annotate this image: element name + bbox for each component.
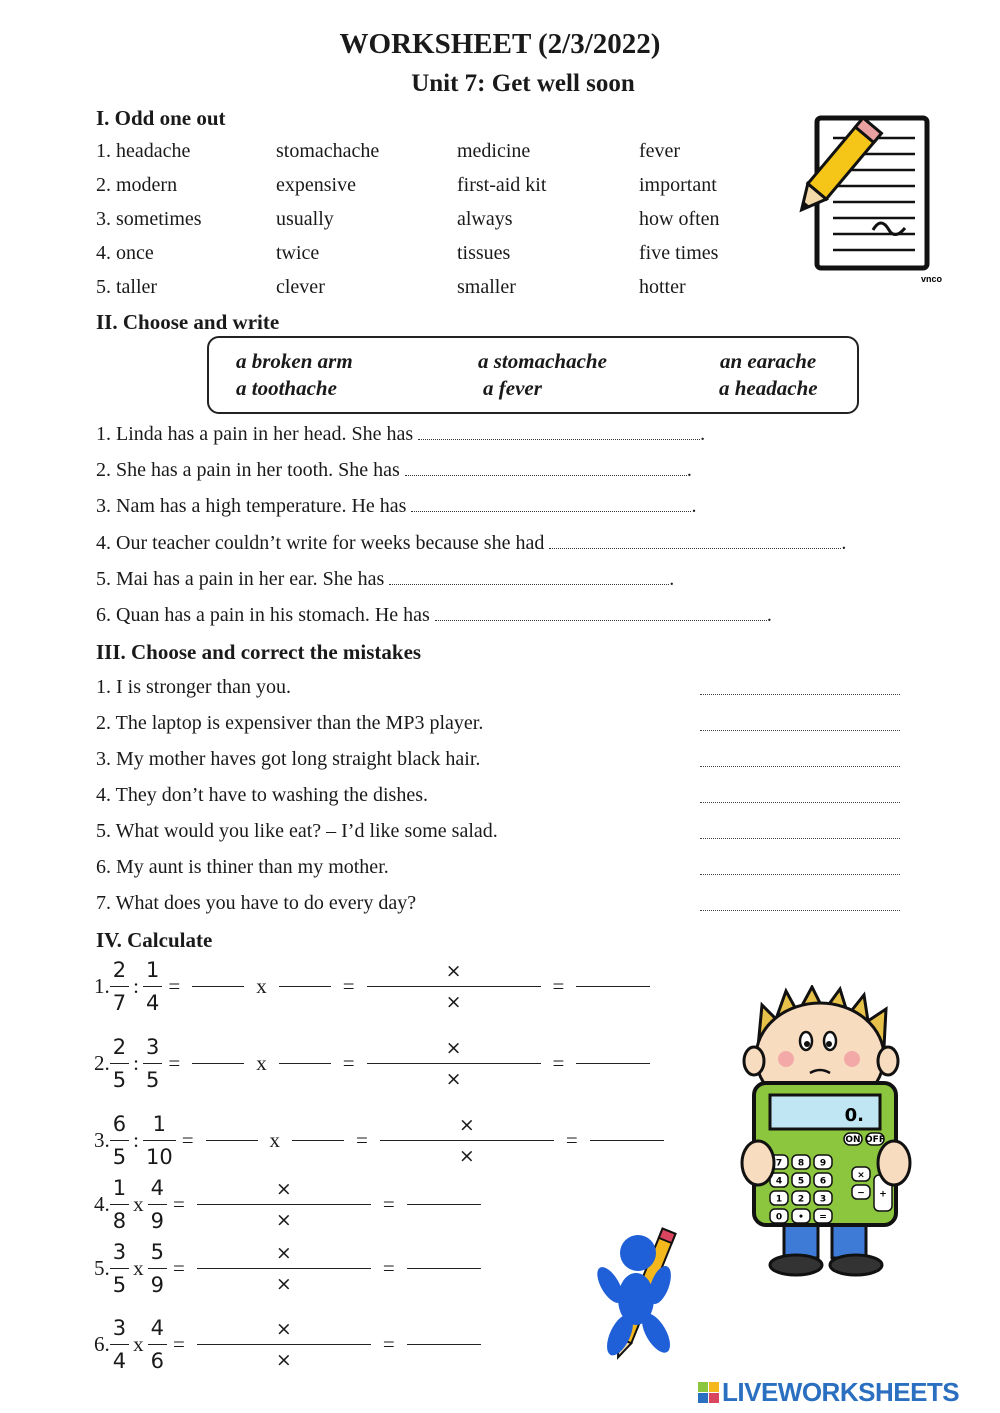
correction-blank[interactable] bbox=[700, 765, 900, 767]
denominator: 9 bbox=[150, 1209, 164, 1233]
answer-blank[interactable] bbox=[292, 1140, 344, 1141]
word-bank-item: an earache bbox=[720, 349, 817, 373]
calculator-key-label: 5 bbox=[797, 1176, 805, 1187]
operator: x bbox=[269, 1128, 281, 1152]
denominator: 4 bbox=[145, 991, 160, 1015]
answer-blank[interactable] bbox=[590, 1140, 664, 1141]
calculation-row bbox=[94, 1240, 487, 1297]
fraction-bar bbox=[143, 1063, 162, 1064]
correction-blank[interactable] bbox=[700, 693, 900, 695]
numerator: 6 bbox=[112, 1112, 127, 1136]
fraction bbox=[110, 958, 129, 1015]
fraction-bar bbox=[197, 1268, 371, 1269]
equals-sign: = bbox=[382, 1192, 395, 1216]
product-fraction[interactable] bbox=[197, 1241, 371, 1296]
answer-blank[interactable] bbox=[407, 1344, 481, 1345]
denominator: 5 bbox=[112, 1273, 127, 1297]
fraction-bar bbox=[110, 1204, 129, 1205]
odd-one-out-word[interactable]: smaller bbox=[457, 276, 516, 298]
odd-one-out-word[interactable]: how often bbox=[639, 208, 720, 230]
fill-sentence-5: 5. Mai has a pain in her ear. She has . bbox=[96, 568, 675, 590]
correction-blank[interactable] bbox=[700, 837, 900, 839]
odd-one-out-word[interactable]: 3. sometimes bbox=[96, 208, 202, 230]
denominator: 5 bbox=[112, 1068, 127, 1092]
problem-number: 4. bbox=[94, 1192, 110, 1216]
operator: x bbox=[256, 974, 267, 998]
mistake-sentence-2: 2. The laptop is expensiver than the MP3 player. bbox=[96, 712, 484, 734]
fraction bbox=[143, 958, 162, 1015]
word-bank-item: a broken arm bbox=[236, 349, 353, 373]
fill-sentence-2: 2. She has a pain in her tooth. She has . bbox=[96, 459, 692, 481]
correction-blank[interactable] bbox=[700, 801, 900, 803]
equals-sign: = bbox=[173, 1256, 185, 1280]
section-4-heading: IV. Calculate bbox=[96, 928, 213, 952]
numerator: 1 bbox=[152, 1112, 167, 1136]
problem-number: 5. bbox=[94, 1256, 110, 1280]
equals-sign: = bbox=[356, 1128, 368, 1152]
product-fraction[interactable] bbox=[380, 1113, 554, 1168]
denominator: 6 bbox=[150, 1349, 164, 1373]
numerator: 1 bbox=[112, 1176, 127, 1200]
times-symbol: × bbox=[275, 1209, 292, 1231]
fraction-bar bbox=[148, 1268, 167, 1269]
fill-sentence-3: 3. Nam has a high temperature. He has . bbox=[96, 495, 697, 517]
odd-one-out-word[interactable]: tissues bbox=[457, 242, 511, 264]
odd-one-out-word[interactable]: important bbox=[639, 174, 717, 196]
times-symbol: × bbox=[458, 1114, 475, 1136]
numerator: 1 bbox=[145, 958, 160, 982]
times-symbol: × bbox=[275, 1242, 292, 1264]
calculator-key-label: 6 bbox=[819, 1176, 827, 1187]
answer-blank[interactable] bbox=[279, 986, 331, 987]
calculation-row bbox=[94, 1176, 487, 1233]
operator: : bbox=[133, 1128, 139, 1152]
fraction-bar bbox=[143, 986, 162, 987]
calculator-key-label: • bbox=[798, 1212, 804, 1223]
calculation-row bbox=[94, 1112, 670, 1169]
equals-sign: = bbox=[181, 1128, 194, 1152]
mistake-sentence-3: 3. My mother haves got long straight black hair. bbox=[96, 748, 481, 770]
answer-blank[interactable] bbox=[192, 986, 244, 987]
section-3-heading: III. Choose and correct the mistakes bbox=[96, 640, 422, 664]
times-symbol: × bbox=[275, 1273, 292, 1295]
numerator: 4 bbox=[150, 1176, 164, 1200]
calculator-key-label: 4 bbox=[775, 1176, 783, 1187]
odd-one-out-word[interactable]: medicine bbox=[457, 140, 531, 162]
fraction-bar bbox=[148, 1344, 167, 1345]
calculator-key-label: + bbox=[879, 1189, 887, 1200]
numerator: 3 bbox=[112, 1316, 127, 1340]
calculator-key-label: 3 bbox=[819, 1194, 827, 1205]
numerator: 5 bbox=[150, 1240, 164, 1264]
svg-text:OFF: OFF bbox=[865, 1135, 885, 1145]
operator: : bbox=[133, 974, 139, 998]
answer-blank[interactable] bbox=[418, 425, 700, 440]
fraction bbox=[143, 1035, 162, 1092]
fraction-bar bbox=[380, 1140, 554, 1141]
odd-one-out-word[interactable]: twice bbox=[276, 242, 320, 264]
fill-sentence-6: 6. Quan has a pain in his stomach. He has . bbox=[96, 604, 772, 626]
odd-one-out-word[interactable]: expensive bbox=[276, 174, 356, 196]
odd-one-out-word[interactable]: five times bbox=[639, 242, 719, 264]
times-symbol: × bbox=[445, 960, 462, 982]
odd-one-out-word[interactable]: 4. once bbox=[96, 242, 154, 264]
calculator-key-label: − bbox=[857, 1188, 865, 1199]
logo-mark-icon bbox=[698, 1382, 719, 1403]
figure-pencil-clipart bbox=[580, 1225, 690, 1365]
numerator: 3 bbox=[145, 1035, 160, 1059]
odd-one-out-word[interactable]: 5. taller bbox=[96, 276, 158, 298]
fraction bbox=[110, 1240, 129, 1297]
operator: x bbox=[133, 1192, 144, 1216]
word-bank-item: a headache bbox=[719, 376, 818, 400]
equals-sign: = bbox=[173, 1332, 185, 1356]
calculation-row bbox=[94, 1316, 487, 1373]
equals-sign: = bbox=[552, 1051, 565, 1075]
product-fraction[interactable] bbox=[367, 959, 541, 1014]
fraction bbox=[110, 1035, 129, 1092]
denominator: 5 bbox=[112, 1145, 127, 1169]
svg-text:ON: ON bbox=[845, 1135, 861, 1145]
boy-calculator-clipart bbox=[740, 985, 915, 1280]
correction-blank[interactable] bbox=[700, 873, 900, 875]
correction-blank[interactable] bbox=[700, 729, 900, 731]
odd-one-out-word[interactable]: 1. headache bbox=[96, 140, 191, 162]
operator: x bbox=[256, 1051, 267, 1075]
calculator-key-label: 1 bbox=[775, 1194, 783, 1205]
denominator: 7 bbox=[112, 991, 127, 1015]
product-fraction[interactable] bbox=[367, 1036, 541, 1091]
odd-one-out-word[interactable]: stomachache bbox=[276, 140, 380, 162]
mistake-sentence-6: 6. My aunt is thiner than my mother. bbox=[96, 856, 389, 878]
fraction-bar bbox=[148, 1204, 167, 1205]
product-fraction[interactable] bbox=[197, 1317, 371, 1372]
denominator: 5 bbox=[145, 1068, 160, 1092]
times-symbol: × bbox=[445, 991, 462, 1013]
equals-sign: = bbox=[168, 1051, 181, 1075]
numerator: 2 bbox=[112, 958, 127, 982]
fill-sentence-1: 1. Linda has a pain in her head. She has . bbox=[96, 423, 706, 445]
fraction-bar bbox=[367, 1063, 541, 1064]
numerator: 3 bbox=[112, 1240, 127, 1264]
word-bank-box bbox=[207, 336, 859, 414]
answer-blank[interactable] bbox=[576, 986, 650, 987]
calculator-key-label: 9 bbox=[819, 1158, 827, 1169]
odd-one-out-word[interactable]: always bbox=[457, 208, 513, 230]
fraction-bar bbox=[110, 986, 129, 987]
odd-one-out-word[interactable]: clever bbox=[276, 276, 325, 298]
fraction-bar bbox=[110, 1344, 129, 1345]
fraction bbox=[110, 1176, 129, 1233]
fill-sentence-4: 4. Our teacher couldn’t write for weeks because she had . bbox=[96, 532, 847, 554]
product-fraction[interactable] bbox=[197, 1177, 371, 1232]
denominator: 9 bbox=[150, 1273, 164, 1297]
worksheet-title: WORKSHEET (2/3/2022) bbox=[339, 28, 661, 60]
answer-blank[interactable] bbox=[405, 461, 687, 476]
operator: x bbox=[133, 1332, 144, 1356]
equals-sign: = bbox=[565, 1128, 578, 1152]
mistake-sentence-1: 1. I is stronger than you. bbox=[96, 676, 291, 698]
problem-number: 6. bbox=[94, 1332, 110, 1356]
equals-sign: = bbox=[168, 974, 181, 998]
section-1-heading: I. Odd one out bbox=[96, 106, 226, 130]
mistake-sentence-4: 4. They don’t have to washing the dishes. bbox=[96, 784, 428, 806]
numerator: 4 bbox=[150, 1316, 164, 1340]
calculator-key-label: = bbox=[819, 1212, 827, 1223]
calculator-key-label: 2 bbox=[797, 1194, 805, 1205]
fraction bbox=[143, 1112, 176, 1169]
notepad-pencil-clipart bbox=[795, 110, 950, 290]
equals-sign: = bbox=[382, 1332, 395, 1356]
mistake-sentence-7: 7. What does you have to do every day? bbox=[96, 892, 417, 914]
denominator: 10 bbox=[145, 1145, 173, 1169]
odd-one-out-word[interactable]: hotter bbox=[639, 276, 686, 298]
answer-blank[interactable] bbox=[407, 1268, 481, 1269]
answer-blank[interactable] bbox=[576, 1063, 650, 1064]
problem-number: 1. bbox=[94, 974, 110, 998]
section-2-heading: II. Choose and write bbox=[96, 310, 280, 334]
calculator-key-label: 0 bbox=[775, 1212, 783, 1223]
fraction-bar bbox=[197, 1344, 371, 1345]
denominator: 8 bbox=[112, 1209, 127, 1233]
answer-blank[interactable] bbox=[411, 497, 691, 512]
fraction-bar bbox=[110, 1140, 129, 1141]
odd-one-out-word[interactable]: fever bbox=[639, 140, 681, 162]
fraction bbox=[148, 1316, 167, 1373]
equals-sign: = bbox=[342, 974, 355, 998]
calculation-row bbox=[94, 1035, 656, 1092]
fraction bbox=[148, 1240, 167, 1297]
calculator-display: 0. bbox=[844, 1105, 864, 1126]
equals-sign: = bbox=[173, 1192, 185, 1216]
numerator: 2 bbox=[112, 1035, 127, 1059]
answer-blank[interactable] bbox=[279, 1063, 331, 1064]
times-symbol: × bbox=[445, 1037, 462, 1059]
fraction-bar bbox=[110, 1268, 129, 1269]
fraction bbox=[110, 1112, 129, 1169]
calculator-key-label: × bbox=[857, 1170, 865, 1181]
odd-one-out-word[interactable]: usually bbox=[276, 208, 334, 230]
fraction-bar bbox=[367, 986, 541, 987]
artist-signature: vnco bbox=[921, 274, 943, 284]
liveworksheets-logo[interactable]: LIVEWORKSHEETS bbox=[698, 1377, 959, 1408]
fraction-bar bbox=[197, 1204, 371, 1205]
word-bank-item: a toothache bbox=[236, 376, 337, 400]
fraction bbox=[110, 1316, 129, 1373]
times-symbol: × bbox=[275, 1178, 292, 1200]
problem-number: 2. bbox=[94, 1051, 110, 1075]
times-symbol: × bbox=[275, 1349, 292, 1371]
times-symbol: × bbox=[445, 1068, 462, 1090]
equals-sign: = bbox=[552, 974, 565, 998]
answer-blank[interactable] bbox=[389, 570, 669, 585]
calculator-key-label: 7 bbox=[775, 1158, 783, 1169]
equals-sign: = bbox=[342, 1051, 355, 1075]
correction-blank[interactable] bbox=[700, 909, 900, 911]
fraction-bar bbox=[143, 1140, 176, 1141]
calculator-key-label: 8 bbox=[797, 1158, 805, 1169]
answer-blank[interactable] bbox=[206, 1140, 258, 1141]
times-symbol: × bbox=[458, 1145, 475, 1167]
calculation-row bbox=[94, 958, 656, 1015]
fraction bbox=[148, 1176, 167, 1233]
operator: : bbox=[133, 1051, 139, 1075]
worksheet-subtitle: Unit 7: Get well soon bbox=[411, 70, 635, 97]
mistake-sentence-5: 5. What would you like eat? – I’d like some salad. bbox=[96, 820, 498, 842]
answer-blank[interactable] bbox=[407, 1204, 481, 1205]
answer-blank[interactable] bbox=[435, 606, 767, 621]
odd-one-out-word[interactable]: first-aid kit bbox=[457, 174, 547, 196]
odd-one-out-word[interactable]: 2. modern bbox=[96, 174, 178, 196]
answer-blank[interactable] bbox=[549, 534, 841, 549]
times-symbol: × bbox=[275, 1318, 292, 1340]
answer-blank[interactable] bbox=[192, 1063, 244, 1064]
problem-number: 3. bbox=[94, 1128, 110, 1152]
word-bank-item: a stomachache bbox=[478, 349, 607, 373]
operator: x bbox=[133, 1256, 144, 1280]
denominator: 4 bbox=[112, 1349, 127, 1373]
word-bank-item: a fever bbox=[483, 376, 542, 400]
fraction-bar bbox=[110, 1063, 129, 1064]
equals-sign: = bbox=[382, 1256, 395, 1280]
